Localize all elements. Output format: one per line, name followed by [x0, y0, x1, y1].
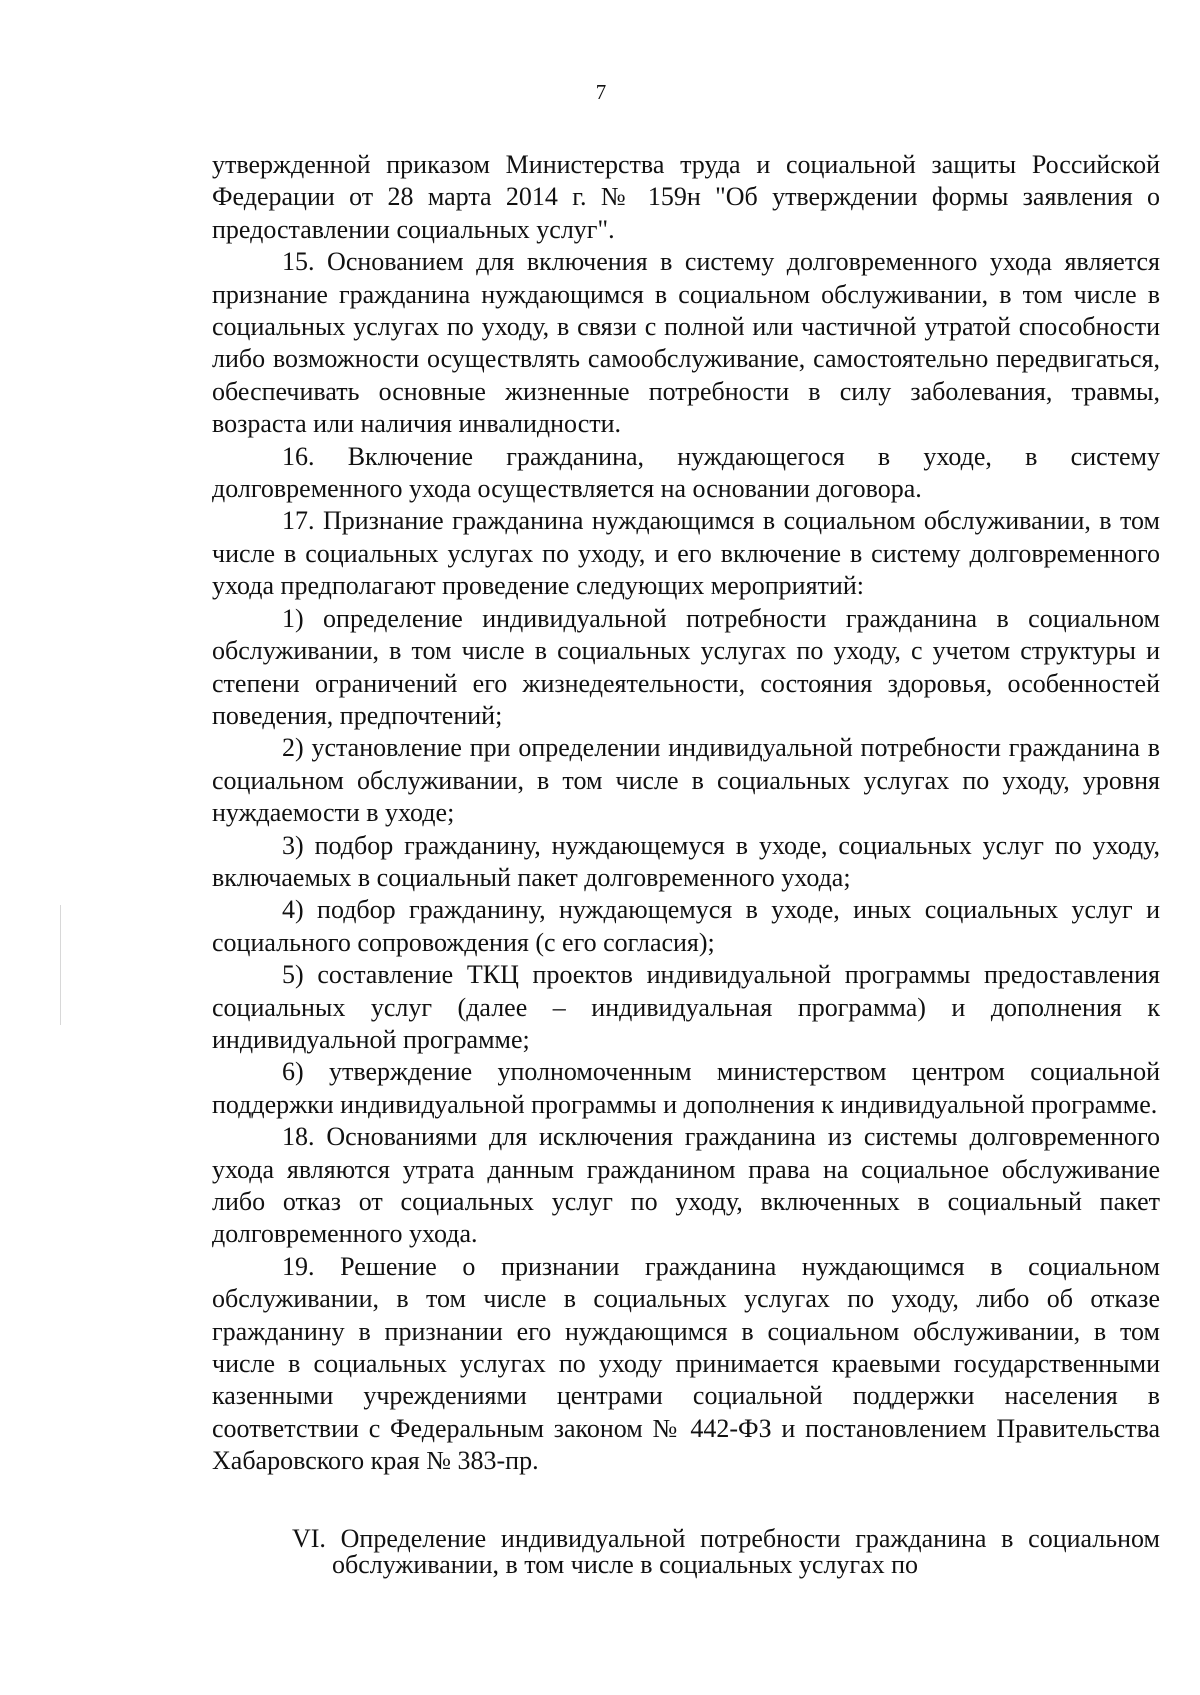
scan-artifact-line: [60, 905, 61, 1025]
page-number: 7: [595, 80, 607, 104]
paragraph-continuation: утвержденной приказом Министерства труда и социальной защиты Российской Федерации от 28 марта 2014 г. № 159н "Об утверждении формы заявления о предоставлении социальных услуг".: [212, 150, 1160, 244]
list-item-6: 6) утверждение уполномоченным министерством центром социальной поддержки индивидуальной программы и дополнения к индивидуальной программе.: [212, 1057, 1160, 1119]
paragraph-17: 17. Признание гражданина нуждающимся в социальном обслуживании, в том числе в социальных услугах по уходу, и его включение в систему долговременного ухода предполагают проведение следующих мероприятий:: [212, 506, 1160, 601]
list-item-5: 5) составление ТКЦ проектов индивидуальной программы предоставления социальных услуг (далее – индивидуальная программа) и дополнения к индивидуальной программе;: [212, 960, 1160, 1054]
paragraph-19: 19. Решение о признании гражданина нуждающимся в социальном обслуживании, в том числе в социальных услугах по уходу, либо об отказе гражданину в признании его нуждающимся в социальном обслуживании, в том числе в социальных услугах по уходу принимается краевыми государственными казенными учреждениями центрами социальной поддержки населения в соответствии с Федеральным законом № 442-ФЗ и постановлением Правительства Хабаровского края № 383-пр.: [212, 1251, 1160, 1476]
list-item-2: 2) установление при определении индивидуальной потребности гражданина в социальном обслуживании, в том числе в социальных услугах по уходу, уровня нуждаемости в уходе;: [212, 733, 1160, 828]
list-item-1: 1) определение индивидуальной потребности гражданина в социальном обслуживании, в том числе в социальных услугах по уходу, с учетом структуры и степени ограничений его жизнедеятельности, состояния здоровья, особенностей поведения, предпочтений;: [212, 603, 1160, 730]
paragraph-15: 15. Основанием для включения в систему долговременного ухода является признание гражданина нуждающимся в социальном обслуживании, в том числе в социальных услугах по уходу, в связи с полной или частичной утратой способности либо возможности осуществлять самообслуживание, самостоятельно передвигаться, обеспечивать основные жизненные потребности в силу заболевания, травмы, возраста или наличия инвалидности.: [212, 247, 1160, 439]
section-heading: VI. Определение индивидуальной потребности гражданина в социальном обслуживании, в том числе в социальных услугах по: [292, 1523, 1160, 1579]
list-item-3: 3) подбор гражданину, нуждающемуся в уходе, социальных услуг по уходу, включаемых в социальный пакет долговременного ухода;: [212, 830, 1160, 892]
paragraph-18: 18. Основаниями для исключения гражданина из системы долговременного ухода являются утрата данным гражданином права на социальное обслуживание либо отказ от социальных услуг по уходу, включенных в социальный пакет долговременного ухода.: [212, 1122, 1160, 1249]
paragraph-16: 16. Включение гражданина, нуждающегося в уходе, в систему долговременного ухода осуществляется на основании договора.: [212, 441, 1160, 504]
list-item-4: 4) подбор гражданину, нуждающемуся в уходе, иных социальных услуг и социального сопровождения (с его согласия);: [212, 895, 1160, 957]
